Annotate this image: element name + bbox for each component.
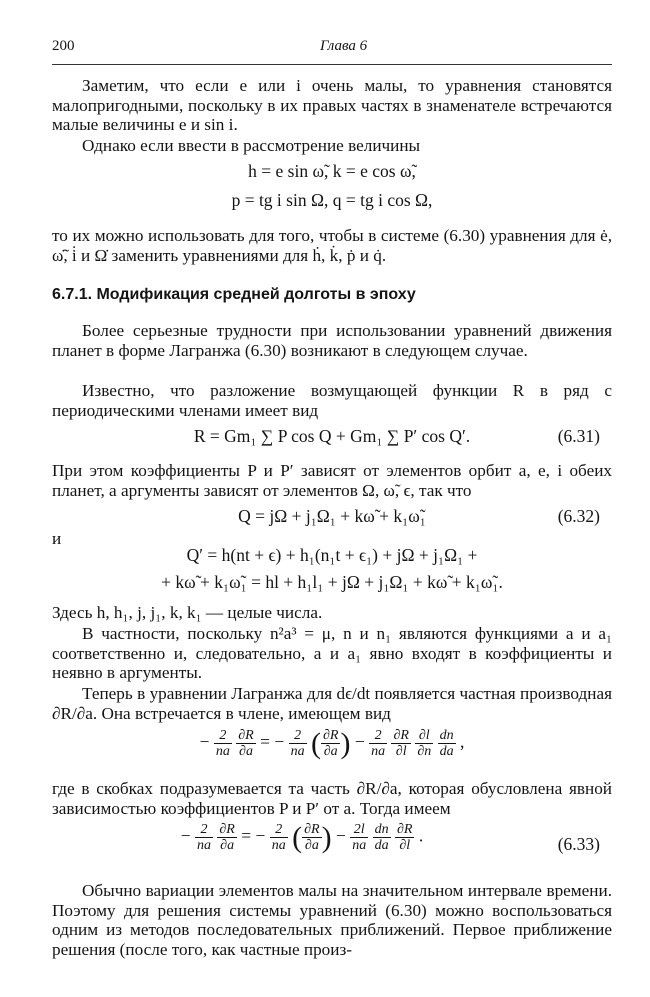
paragraph-7: Здесь h, h₁, j, j₁, k, k₁ — целые числа. [52,603,323,622]
fraction: $\frac{2}{na}$ [271,822,286,853]
page-number: 200 [52,38,75,54]
header-rule [52,64,612,65]
chapter-title: Глава 6 [320,38,368,54]
equation-q-prime-line-2: + kω̃ + k₁ω̃₁ = hl + h₁l₁ + jΩ + j₁Ω₁ + kω̃ + k₁ω̃₁. [161,572,503,592]
fraction: $\frac{\partial R}{\partial a}$ [304,822,320,853]
fraction: $\frac{2}{na}$ [215,728,230,759]
fraction: $\frac{2}{na}$ [371,728,386,759]
fraction: $\frac{\partial R}{\partial a}$ [238,728,254,759]
equation-number: (6.32) [557,506,600,526]
equation-number: (6.31) [557,426,600,446]
fraction: $\frac{\partial R}{\partial a}$ [219,822,235,853]
paragraph-2: Однако если ввести в рассмотрение величины [82,136,421,155]
paragraph-6: При этом коэффициенты P и P′ зависят от элементов орбит a, e, i обеих планет, а аргументы зависят от элементов Ω, ω̃, ϵ, так что [52,461,612,500]
fraction: $\frac{dn}{da}$ [374,822,389,853]
section-heading: 6.7.1. Модификация средней долготы в эпоху [52,286,416,303]
paragraph-4: Более серьезные трудности при использовании уравнений движения планет в форме Лагранжа (6.30) возникают в следующем случае. [52,321,612,360]
equation-number: (6.33) [557,834,600,854]
equation-6-32: Q = jΩ + j₁Ω₁ + kω̃ + k₁ω̃₁ (6.32) [238,506,600,526]
paragraph-10: где в скобках подразумевается та часть ∂R/∂a, которая обусловлена явной зависимостью коэффициентов P и P′ от a. Тогда имеем [52,779,612,818]
equation-6-33: − $\frac{2}{na}$ $\frac{\partial R}{\partial a}$ = − $\frac{2}{na}$ ( $\frac{\partial R}{\partial a}$ ) − $\frac{2l}{na}$ $\frac{dn}{da}$ $\frac{\partial R}{\partial l}$ . (6.33) [180,820,600,854]
paragraph-11: Обычно вариации элементов малы на значительном интервале времени. Поэтому для решения системы уравнений (6.30) можно воспользоваться одним из методов последовательных приближений. Первое приближение решения (после того, как частные произ- [52,881,612,959]
fraction: $\frac{2}{na}$ [197,822,212,853]
equation-partial-derivative: − $\frac{2}{na}$ $\frac{\partial R}{\partial a}$ = − $\frac{2}{na}$ ( $\frac{\partial R}{\partial a}$ ) − $\frac{2}{na}$ $\frac{\partial R}{\partial l}$ $\frac{\partial l}{\partial n}$ $\frac{dn}{da}$ , [199,726,465,760]
paragraph-1: Заметим, что если e или i очень малы, то уравнения становятся малопригодными, поскольку в их правых частях в знаменателе встречаются малые величины e и sin i. [52,76,612,134]
paragraph-5: Известно, что разложение возмущающей функции R в ряд с периодическими членами имеет вид [52,381,612,420]
paragraph-9: Теперь в уравнении Лагранжа для dϵ/dt появляется частная производная ∂R/∂a. Она встречается в члене, имеющем вид [52,684,612,723]
fraction: $\frac{2}{na}$ [290,728,305,759]
fraction: $\frac{\partial l}{\partial n}$ [417,728,432,759]
conjunction-and: и [52,529,62,548]
equation-h-k: h = e sin ω̃, k = e cos ω̃, [248,161,416,181]
fraction: $\frac{2l}{na}$ [352,822,367,853]
paragraph-8: В частности, поскольку n²a³ = μ, n и n₁ являются функциями a и a₁ соответственно и, следовательно, a и a₁ явно входят в коэффициенты и неявно в аргументы. [52,624,612,682]
equation-p-q: p = tg i sin Ω, q = tg i cos Ω, [231,190,433,210]
equation-6-31: R = Gm₁ ∑ P cos Q + Gm₁ ∑ P′ cos Q′. (6.31) [193,426,600,446]
fraction: $\frac{\partial R}{\partial a}$ [322,728,339,759]
fraction: $\frac{\partial R}{\partial l}$ [393,728,409,759]
paragraph-3: то их можно использовать для того, чтобы в системе (6.30) уравнения для ė, ω̃̇, i̇ и Ω̇ заменить уравнениями для ḣ, k̇, ṗ и q̇. [52,226,612,265]
fraction: $\frac{dn}{da}$ [439,728,454,759]
equation-q-prime-line-1: Q′ = h(nt + ϵ) + h₁(n₁t + ϵ₁) + jΩ + j₁Ω₁ + [186,545,478,565]
fraction: $\frac{\partial R}{\partial l}$ [396,822,413,853]
page-header [52,38,612,60]
